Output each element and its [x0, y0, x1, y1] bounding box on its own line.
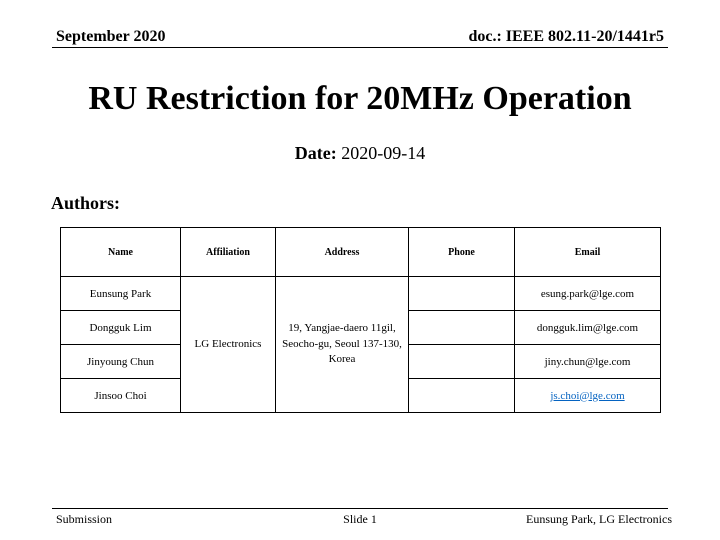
column-header-address: Address: [276, 228, 409, 277]
author-phone: [409, 311, 515, 345]
author-name: Dongguk Lim: [61, 311, 181, 345]
author-email-link[interactable]: js.choi@lge.com: [515, 379, 661, 413]
footer-submission: Submission: [56, 512, 113, 526]
author-name: Jinsoo Choi: [61, 379, 181, 413]
table-header-row: [61, 228, 661, 277]
column-header-email: Email: [515, 228, 661, 277]
author-phone: [409, 345, 515, 379]
footer-divider: [52, 508, 668, 509]
authors-table: [60, 227, 661, 413]
column-header-name: Name: [61, 228, 181, 277]
header-doc-id: doc.: IEEE 802.11-20/1441r5: [468, 28, 664, 45]
date-line: [0, 143, 720, 164]
date-label: Date:: [294, 143, 337, 163]
author-name: Eunsung Park: [61, 277, 181, 311]
header-date: September 2020: [56, 28, 166, 45]
column-header-phone: Phone: [409, 228, 515, 277]
slide-title: RU Restriction for 20MHz Operation: [88, 80, 632, 117]
author-address: 19, Yangjae-daero 11gil, Seocho-gu, Seoul 137-130, Korea: [276, 277, 409, 413]
footer-author: Eunsung Park, LG Electronics: [526, 512, 672, 526]
header-divider: [52, 47, 668, 48]
footer-slide-number: Slide 1: [343, 512, 377, 526]
authors-label: Authors:: [51, 193, 121, 213]
author-email: dongguk.lim@lge.com: [515, 311, 661, 345]
author-email: esung.park@lge.com: [515, 277, 661, 311]
date-value: 2020-09-14: [341, 143, 426, 163]
table-row: [61, 277, 661, 311]
author-phone: [409, 277, 515, 311]
author-name: Jinyoung Chun: [61, 345, 181, 379]
author-email: jiny.chun@lge.com: [515, 345, 661, 379]
author-phone: [409, 379, 515, 413]
author-affiliation: LG Electronics: [181, 277, 276, 413]
column-header-affiliation: Affiliation: [181, 228, 276, 277]
